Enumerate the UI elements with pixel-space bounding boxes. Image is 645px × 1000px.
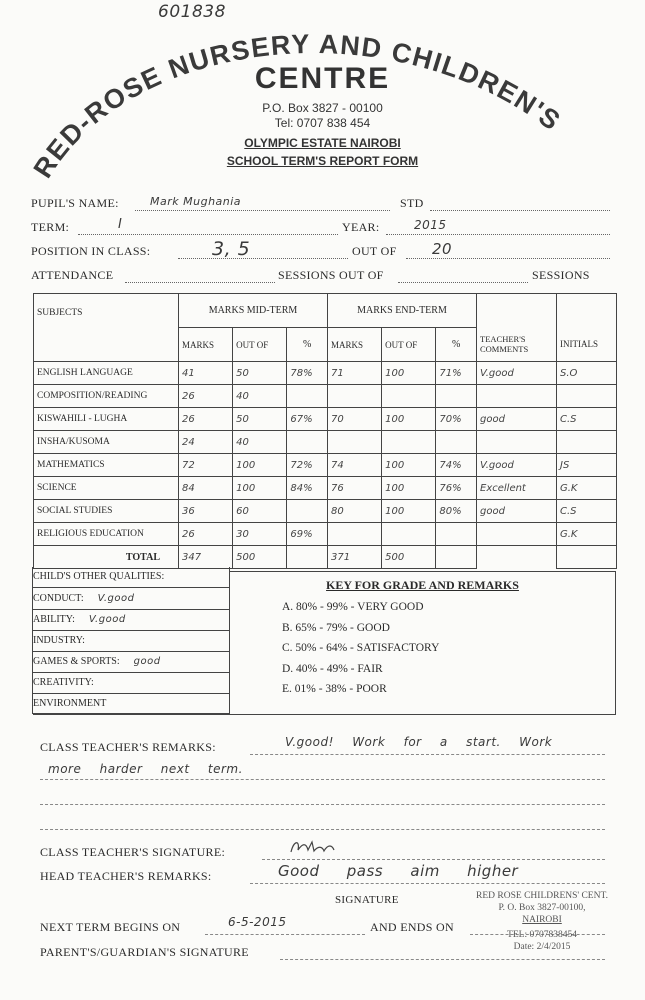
stamp-line2: P. O. Box 3827-00100, — [498, 903, 586, 913]
subject-name: SCIENCE — [34, 477, 179, 500]
grade-key-row: A. 80% - 99% - VERY GOOD — [282, 601, 424, 613]
cell-mid-out[interactable]: 30 — [233, 523, 287, 546]
cell-mid-pct[interactable] — [287, 431, 328, 454]
cell-comment[interactable] — [477, 431, 557, 454]
cell-initials[interactable]: JS — [557, 454, 617, 477]
cell-comment[interactable] — [477, 523, 557, 546]
cell-end-marks[interactable]: 71 — [328, 362, 382, 385]
initials-header-top — [557, 294, 617, 328]
endterm-header-text: MARKS END-TERM — [357, 305, 447, 316]
table-row — [34, 431, 617, 454]
quality-label: INDUSTRY: — [33, 635, 85, 646]
total-label-text: TOTAL — [125, 551, 160, 563]
cell-end-marks[interactable] — [328, 431, 382, 454]
next-term-line — [205, 934, 365, 935]
total-comments — [477, 546, 557, 569]
serial-number: 601838 — [158, 2, 226, 22]
cell-end-marks[interactable] — [328, 385, 382, 408]
mid-pct-col: % — [287, 328, 328, 362]
cell-mid-marks[interactable]: 26 — [179, 385, 233, 408]
grade-key-row: C. 50% - 64% - SATISFACTORY — [282, 642, 440, 654]
stamp-line3: NAIROBI — [522, 915, 562, 925]
cell-end-pct[interactable] — [436, 523, 477, 546]
class-teacher-remarks-line1[interactable]: V.good! Work for a start. Work — [285, 735, 553, 749]
out-of-line — [406, 258, 610, 259]
signature-label: SIGNATURE — [335, 894, 399, 906]
head-teacher-remarks-label: HEAD TEACHER'S REMARKS: — [40, 869, 212, 883]
cell-mid-out[interactable]: 50 — [233, 362, 287, 385]
total-end-marks[interactable]: 371 — [328, 546, 382, 569]
class-teacher-signature — [288, 836, 338, 858]
cell-end-marks[interactable]: 76 — [328, 477, 382, 500]
school-stamp — [462, 890, 622, 953]
cell-end-out[interactable] — [382, 385, 436, 408]
cell-initials[interactable]: G.K — [557, 523, 617, 546]
end-marks-col: MARKS — [328, 328, 382, 362]
grade-key-row: B. 65% - 79% - GOOD — [282, 621, 390, 634]
table-row — [34, 408, 617, 431]
table-row — [34, 454, 617, 477]
initials-col: INITIALS — [557, 328, 617, 362]
subject-name: SOCIAL STUDIES — [34, 500, 179, 523]
table-row — [34, 385, 617, 408]
subjects-header: SUBJECTS — [34, 294, 179, 362]
qualities-border — [32, 567, 230, 714]
table-row — [34, 362, 617, 385]
std-line — [430, 210, 610, 211]
position-label: POSITION IN CLASS: — [31, 244, 151, 258]
cell-end-out[interactable] — [382, 431, 436, 454]
quality-value[interactable]: good — [133, 656, 161, 667]
attendance-line — [125, 282, 275, 283]
quality-label: CREATIVITY: — [33, 677, 94, 688]
sessions-line — [398, 282, 528, 283]
parent-signature-label: PARENT'S/GUARDIAN'S SIGNATURE — [40, 945, 249, 959]
class-teacher-signature-label: CLASS TEACHER'S SIGNATURE: — [40, 845, 226, 859]
cell-end-out[interactable]: 100 — [382, 500, 436, 523]
midterm-header — [179, 294, 328, 328]
subject-name: INSHA/KUSOMA — [34, 431, 179, 454]
cell-end-marks[interactable]: 70 — [328, 408, 382, 431]
cell-mid-pct[interactable]: 78% — [287, 362, 328, 385]
cell-initials[interactable] — [557, 385, 617, 408]
remarks-line-4 — [40, 829, 605, 830]
cell-mid-pct[interactable]: 72% — [287, 454, 328, 477]
cell-end-marks[interactable] — [328, 523, 382, 546]
form-title: SCHOOL TERM'S REPORT FORM — [226, 154, 419, 168]
table-row — [34, 477, 617, 500]
remarks-line-1 — [250, 754, 605, 755]
year-label: YEAR: — [342, 220, 380, 234]
cell-mid-marks[interactable]: 26 — [179, 523, 233, 546]
quality-label: GAMES & SPORTS: — [33, 656, 120, 667]
sessions-out-of-label: SESSIONS OUT OF — [278, 268, 384, 282]
out-of-label: OUT OF — [352, 244, 397, 258]
midterm-header-text: MARKS MID-TERM — [208, 305, 298, 316]
cell-mid-pct[interactable]: 69% — [287, 523, 328, 546]
cell-mid-out[interactable]: 100 — [233, 477, 287, 500]
class-signature-line — [262, 859, 605, 860]
subject-name: MATHEMATICS — [34, 454, 179, 477]
term-label: TERM: — [31, 220, 70, 234]
pupil-name-line — [135, 210, 390, 211]
cell-end-out[interactable]: 100 — [382, 454, 436, 477]
cell-mid-out[interactable]: 100 — [233, 454, 287, 477]
cell-mid-marks[interactable]: 41 — [179, 362, 233, 385]
year-line — [386, 234, 610, 235]
comments-col: TEACHER'S COMMENTS — [477, 328, 557, 362]
telephone: Tel: 0707 838 454 — [274, 116, 371, 130]
head-teacher-remarks-value[interactable]: Good pass aim higher — [278, 862, 519, 880]
cell-mid-marks[interactable]: 24 — [179, 431, 233, 454]
cell-mid-marks[interactable]: 72 — [179, 454, 233, 477]
table-row — [34, 500, 617, 523]
cell-initials[interactable] — [557, 431, 617, 454]
pupil-name-value[interactable]: Mark Mughania — [150, 195, 242, 208]
cell-initials[interactable]: C.S — [557, 500, 617, 523]
grade-key-title: KEY FOR GRADE AND REMARKS — [326, 578, 519, 592]
cell-end-out[interactable] — [382, 523, 436, 546]
endterm-header — [328, 294, 477, 328]
position-value[interactable]: 3, 5 — [212, 238, 251, 260]
year-value[interactable]: 2015 — [414, 218, 447, 232]
cell-end-pct[interactable]: 71% — [436, 362, 477, 385]
cell-mid-marks[interactable]: 26 — [179, 408, 233, 431]
sessions-label: SESSIONS — [532, 268, 590, 282]
cell-end-marks[interactable]: 80 — [328, 500, 382, 523]
remarks-line-3 — [40, 804, 605, 805]
class-teacher-remarks-label: CLASS TEACHER'S REMARKS: — [40, 740, 216, 754]
class-teacher-remarks-line2[interactable]: more harder next term. — [48, 762, 243, 776]
cell-end-pct[interactable] — [436, 385, 477, 408]
cell-mid-pct[interactable] — [287, 385, 328, 408]
position-line — [178, 258, 348, 259]
total-initials — [557, 546, 617, 569]
grade-key-row: D. 40% - 49% - FAIR — [282, 662, 383, 675]
parent-signature-line — [280, 959, 605, 960]
cell-mid-pct[interactable]: 67% — [287, 408, 328, 431]
ends-on-label: AND ENDS ON — [370, 920, 454, 934]
subject-name: KISWAHILI - LUGHA — [34, 408, 179, 431]
cell-mid-out[interactable]: 60 — [233, 500, 287, 523]
comments-header-top — [477, 294, 557, 328]
school-name-arc — [0, 0, 645, 200]
total-mid-pct — [287, 546, 328, 569]
next-term-label: NEXT TERM BEGINS ON — [40, 920, 181, 934]
stamp-line1: RED ROSE CHILDRENS' CENT. — [476, 891, 608, 901]
cell-mid-pct[interactable]: 84% — [287, 477, 328, 500]
pupil-name-label: PUPIL'S NAME: — [31, 196, 119, 210]
total-mid-marks[interactable]: 347 — [179, 546, 233, 569]
cell-comment[interactable]: V.good — [477, 362, 557, 385]
cell-end-out[interactable]: 100 — [382, 362, 436, 385]
cell-end-pct[interactable] — [436, 431, 477, 454]
cell-initials[interactable]: G.K — [557, 477, 617, 500]
school-name-line2: CENTRE — [254, 62, 391, 95]
total-mid-out[interactable]: 500 — [233, 546, 287, 569]
cell-initials[interactable]: C.S — [557, 408, 617, 431]
grade-key — [229, 571, 616, 715]
cell-mid-pct[interactable] — [287, 500, 328, 523]
grade-key-row: E. 01% - 38% - POOR — [282, 683, 387, 695]
table-row — [34, 523, 617, 546]
location: OLYMPIC ESTATE NAIROBI — [244, 136, 401, 150]
quality-value[interactable]: V.good — [88, 614, 126, 625]
head-remarks-line — [250, 883, 605, 884]
cell-comment[interactable]: good — [477, 408, 557, 431]
stamp-line5: Date: 2/4/2015 — [513, 942, 571, 952]
remarks-line-2 — [40, 779, 605, 780]
subject-name: COMPOSITION/READING — [34, 385, 179, 408]
out-of-value[interactable]: 20 — [432, 240, 453, 258]
cell-end-pct[interactable]: 74% — [436, 454, 477, 477]
cell-mid-out[interactable]: 40 — [233, 385, 287, 408]
cell-comment[interactable]: good — [477, 500, 557, 523]
cell-end-pct[interactable]: 70% — [436, 408, 477, 431]
cell-mid-out[interactable]: 40 — [233, 431, 287, 454]
cell-end-out[interactable]: 100 — [382, 408, 436, 431]
mid-marks-col: MARKS — [179, 328, 233, 362]
term-value[interactable]: I — [118, 217, 123, 232]
cell-end-pct[interactable]: 80% — [436, 500, 477, 523]
cell-end-pct[interactable]: 76% — [436, 477, 477, 500]
cell-comment[interactable]: V.good — [477, 454, 557, 477]
cell-mid-out[interactable]: 50 — [233, 408, 287, 431]
cell-end-out[interactable]: 100 — [382, 477, 436, 500]
next-term-value[interactable]: 6-5-2015 — [228, 915, 287, 929]
cell-end-marks[interactable]: 74 — [328, 454, 382, 477]
cell-mid-marks[interactable]: 84 — [179, 477, 233, 500]
subject-name: RELIGIOUS EDUCATION — [34, 523, 179, 546]
attendance-label: ATTENDANCE — [31, 268, 114, 282]
cell-initials[interactable]: S.O — [557, 362, 617, 385]
quality-label: ABILITY: — [33, 614, 75, 625]
term-line — [78, 234, 338, 235]
po-box: P.O. Box 3827 - 00100 — [262, 101, 383, 115]
total-end-pct — [436, 546, 477, 569]
quality-label: CONDUCT: — [33, 593, 84, 604]
svg-text:RED-ROSE NURSERY AND CHILDREN': RED-ROSE NURSERY AND CHILDREN'S — [27, 28, 567, 184]
end-out-col: OUT OF — [382, 328, 436, 362]
std-label: STD — [400, 196, 424, 210]
quality-label: ENVIRONMENT — [33, 698, 107, 709]
qualities-header: CHILD'S OTHER QUALITIES: — [33, 567, 229, 588]
marks-table — [33, 293, 617, 569]
cell-mid-marks[interactable]: 36 — [179, 500, 233, 523]
subject-name: ENGLISH LANGUAGE — [34, 362, 179, 385]
stamp-line4: TEL: 0707838454 — [507, 930, 577, 940]
quality-value[interactable]: V.good — [97, 593, 135, 604]
total-label — [34, 546, 179, 569]
cell-comment[interactable] — [477, 385, 557, 408]
total-end-out[interactable]: 500 — [382, 546, 436, 569]
mid-out-col: OUT OF — [233, 328, 287, 362]
cell-comment[interactable]: Excellent — [477, 477, 557, 500]
end-pct-col: % — [436, 328, 477, 362]
